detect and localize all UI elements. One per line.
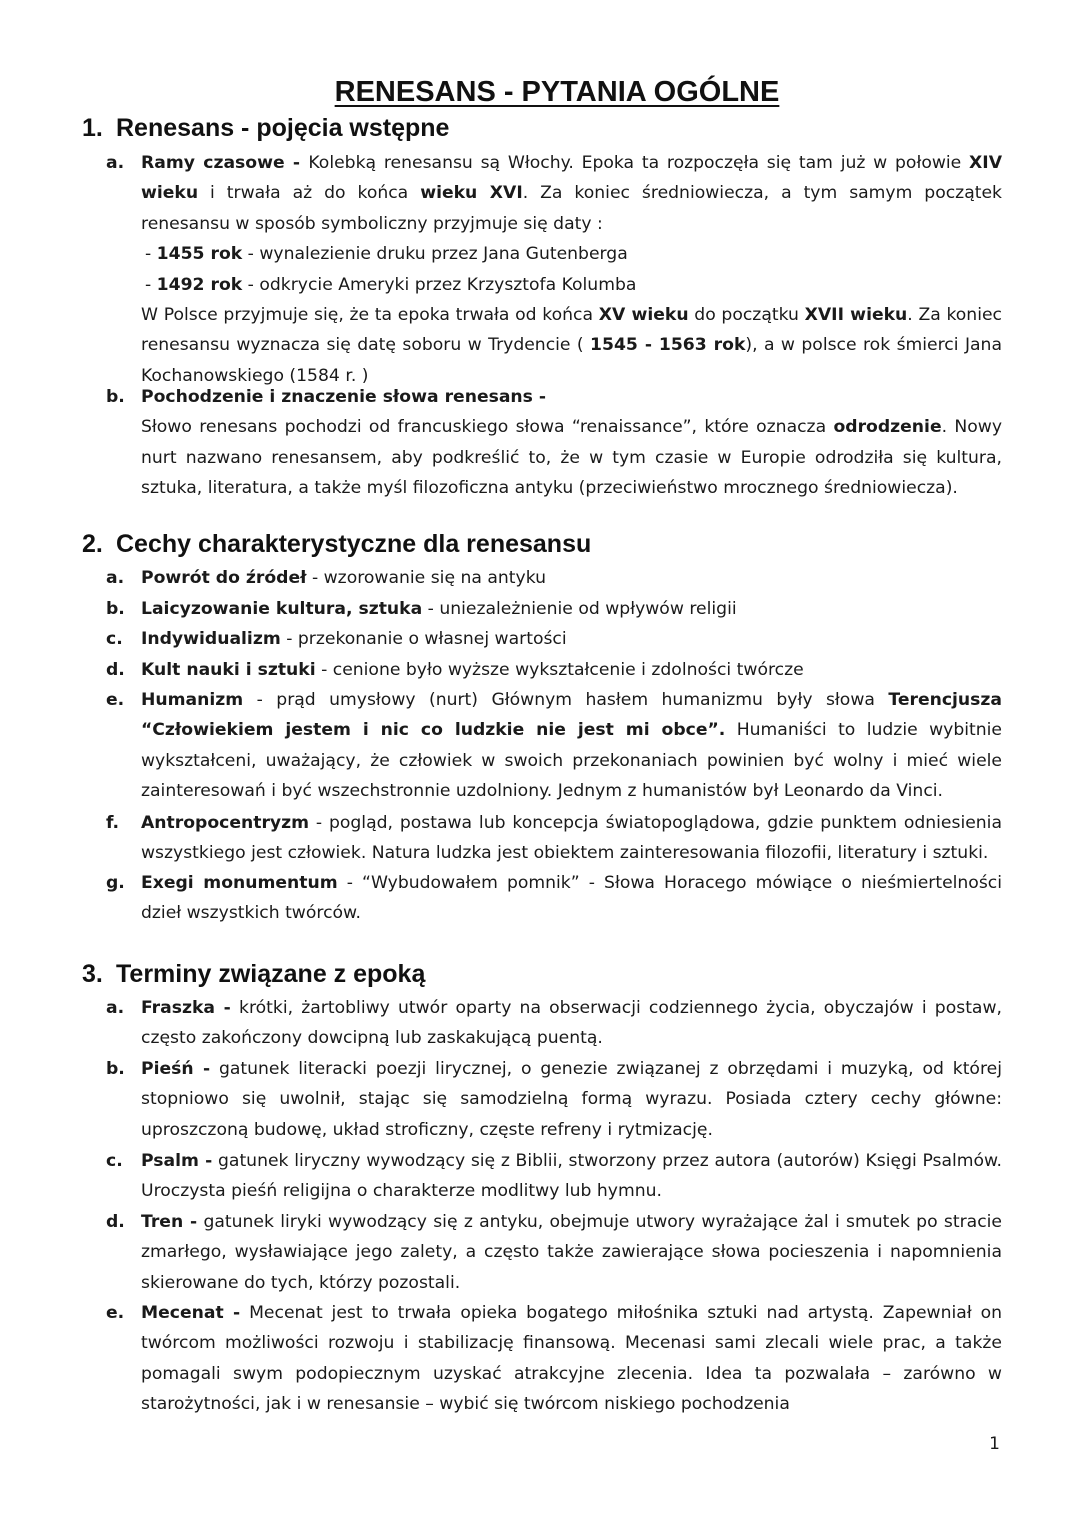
- section-1-heading: 1. Renesans - pojęcia wstępne: [82, 114, 450, 142]
- item-letter: c.: [106, 1151, 123, 1171]
- item-letter: d.: [106, 1212, 125, 1232]
- list-item: - 1455 rok - wynalezienie druku przez Jana Gutenberga: [145, 244, 628, 265]
- item-letter: b.: [106, 599, 125, 619]
- section-3-item-c: c. Psalm - gatunek liryczny wywodzący się z Biblii, stworzony przez autora (autorów) Księgi Psalmów. Uroczysta pieśń religijna o charakterze modlitwy lub hymnu.: [106, 1146, 1002, 1207]
- item-letter: f.: [106, 813, 120, 833]
- item-letter: b.: [106, 387, 125, 407]
- section-2-item-f: f. Antropocentryzm - pogląd, postawa lub koncepcja światopoglądowa, gdzie punktem odniesienia wszystkiego jest człowiek. Natura ludzka jest obiektem zainteresowania filozofii, literatury i sztuki.: [106, 808, 1002, 869]
- section-3-item-b: b. Pieśń - gatunek literacki poezji lirycznej, o genezie związanej z obrzędami i muzyką, od której stopniowo się uwolnił, stając się samodzielną formą wyrazu. Posiada cztery cechy główne: uproszczoną budowę, układ stroficzny, częste refreny i rytmizację.: [106, 1054, 1002, 1145]
- item-letter: e.: [106, 1303, 125, 1323]
- item-letter: a.: [106, 998, 125, 1018]
- section-1-item-b: [106, 382, 1002, 504]
- page-number: 1: [989, 1434, 1000, 1454]
- item-letter: e.: [106, 690, 125, 710]
- section-2-item-b: b. Laicyzowanie kultura, sztuka - uniezależnienie od wpływów religii: [106, 594, 1002, 624]
- paragraph: Słowo renesans pochodzi od francuskiego słowa “renaissance”, które oznacza odrodzenie. Nowy nurt nazwano renesansem, aby podkreślić to, że w tym czasie w Europie odrodziła się kultura, sztuka, literatura, a także myśl filozoficzna antyku (przeciwieństwo mrocznego średniowiecza).: [141, 417, 1003, 499]
- section-2-heading: 2. Cechy charakterystyczne dla renesansu: [82, 530, 592, 558]
- section-3-heading: 3. Terminy związane z epoką: [82, 960, 426, 988]
- item-letter: d.: [106, 660, 125, 680]
- section-3-item-a: a. Fraszka - krótki, żartobliwy utwór oparty na obserwacji codziennego życia, obyczajów i postaw, często zakończony dowcipną lub zaskakującą puentą.: [106, 993, 1002, 1054]
- section-2-item-a: a. Powrót do źródeł - wzorowanie się na antyku: [106, 563, 1002, 593]
- page-title: RENESANS - PYTANIA OGÓLNE: [334, 76, 780, 108]
- section-2-item-c: c. Indywidualizm - przekonanie o własnej wartości: [106, 624, 1002, 654]
- item-letter: g.: [106, 873, 125, 893]
- item-letter: b.: [106, 1059, 125, 1079]
- section-2-item-g: g. Exegi monumentum - “Wybudowałem pomnik” - Słowa Horacego mówiące o nieśmiertelności dzieł wszystkich twórców.: [106, 868, 1002, 929]
- section-2-item-e: e. Humanizm - prąd umysłowy (nurt) Głównym hasłem humanizmu były słowa Terencjusza “Człowiekiem jestem i nic co ludzkie nie jest mi obce”. Humaniści to ludzie wybitnie wykształceni, uważający, że człowiek w swoich przekonaniach powinien być wolny i mieć wiele zainteresowań i być wszechstronnie uzdolniony. Jednym z humanistów był Leonardo da Vinci.: [106, 685, 1002, 807]
- list-item: - 1492 rok - odkrycie Ameryki przez Krzysztofa Kolumba: [145, 274, 637, 295]
- section-1-item-a: [106, 148, 1002, 391]
- section-3-item-e: e. Mecenat - Mecenat jest to trwała opieka bogatego miłośnika sztuki nad artystą. Zapewniał on twórcom możliwości rozwoju i stabilizację finansową. Mecenasi sami zlecali wiele prac, a także pomagali swym podopiecznym uzyskać atrakcyjne zlecenia. Idea ta pozwalała – zarówno w starożytności, jak i w renesansie – wybić się twórcom niskiego pochodzenia: [106, 1298, 1002, 1420]
- paragraph: W Polsce przyjmuje się, że ta epoka trwała od końca XV wieku do początku XVII wieku. Za koniec renesansu wyznacza się datę soboru w Trydencie ( 1545 - 1563 rok), a w polsce rok śmierci Jana Kochanowskiego (1584 r. ): [141, 305, 1002, 386]
- item-letter: c.: [106, 629, 123, 649]
- item-letter: a.: [106, 568, 125, 588]
- item-letter: a.: [106, 153, 125, 173]
- section-2-item-d: d. Kult nauki i sztuki - cenione było wyższe wykształcenie i zdolności twórcze: [106, 655, 1002, 685]
- item-term: Pochodzenie i znaczenie słowa renesans -: [141, 387, 547, 407]
- paragraph: Ramy czasowe - Kolebką renesansu są Włochy. Epoka ta rozpoczęła się tam już w połowie XIV wieku i trwała aż do końca wieku XVI. Za koniec średniowiecza, a tym samym początek renesansu w sposób symboliczny przyjmuje się daty :: [141, 153, 1002, 234]
- section-3-item-d: d. Tren - gatunek liryki wywodzący się z antyku, obejmuje utwory wyrażające żal i smutek po stracie zmarłego, wysławiające jego zalety, a często także zawierające słowa pocieszenia i napomnienia skierowane do tych, którzy pozostali.: [106, 1207, 1002, 1298]
